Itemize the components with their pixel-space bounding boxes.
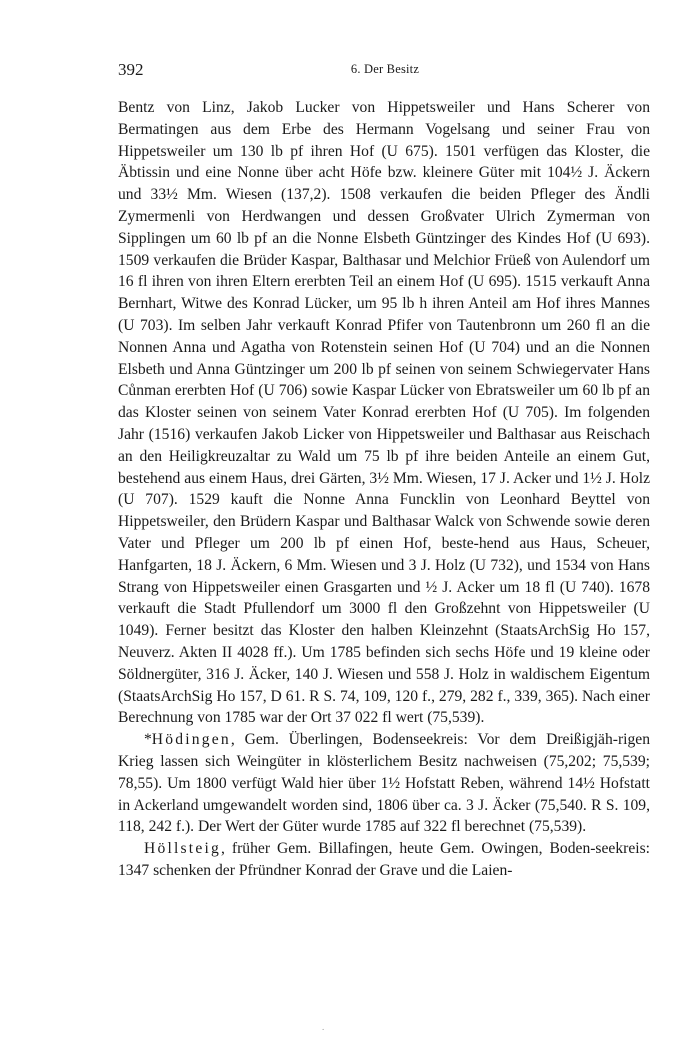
paragraph: Bentz von Linz, Jakob Lucker von Hippetsweiler und Hans Scherer von Bermatingen aus dem Erbe des Hermann Vogelsang und seiner Frau von Hippetsweiler um 130 lb pf ihren Hof (U 675). 1501 verfügen das Kloster, die Äbtissin und eine Nonne über acht Höfe bzw. kleinere Güter mit 104½ J. Äckern und 33½ Mm. Wiesen (137,2). 1508 verkaufen die beiden Pfleger des Ändli Zymermenli von Herdwangen und dessen Großvater Ulrich Zymerman von Sipplingen um 60 lb pf an die Nonne Elsbeth Güntzinger des Kindes Hof (U 693). 1509 verkaufen die Brüder Kaspar, Balthasar und Melchior Früeß von Aulendorf um 16 fl ihren von ihren Eltern ererbten Teil an einem Hof (U 695). 1515 verkauft Anna Bernhart, Witwe des Konrad Lücker, um 95 lb h ihren Anteil am Hof ihres Mannes (U 703). Im selben Jahr verkauft Konrad Pfifer von Tautenbronn um 260 fl an die Nonnen Anna und Agatha von Rotenstein seinen Hof (U 704) und an die Nonnen Elsbeth und Anna Güntzinger um 200 lb pf seinen von seinem Schwiegervater Hans Cůnman ererbten Hof (U 706) sowie Kaspar Lücker von Ebratsweiler um 60 lb pf an das Kloster seinen von seinem Vater Konrad ererbten Hof (U 705). Im folgenden Jahr (1516) verkaufen Jakob Licker von Hippetsweiler und Balthasar aus Reischach an den Heiligkreuzaltar zu Wald um 75 lb pf ihre beiden Anteile an einem Gut, bestehend aus einem Haus, drei Gärten, 3½ Mm. Wiesen, 17 J. Acker und 1½ J. Holz (U 707). 1529 kauft die Nonne Anna Funcklin von Leonhard Beyttel von Hippetsweiler, den Brüdern Kaspar und Balthasar Walck von Schwende sowie deren Vater und Pfleger um 200 lb pf einen Hof, beste-hend aus Haus, Scheuer, Hanfgarten, 18 J. Äckern, 6 Mm. Wiesen und 3 J. Holz (U 732), und 1534 von Hans Strang von Hippetsweiler einen Grasgarten und ½ J. Acker um 18 fl (U 740). 1678 verkauft die Stadt Pfullendorf um 3000 fl den Großzehnt von Hippetsweiler (U 1049). Ferner besitzt das Kloster den halben Kleinzehnt (StaatsArchSig Ho 157, Neuverz. Akten II 4028 ff.). Um 1785 befinden sich sechs Höfe und 19 kleine oder Söldnergüter, 316 J. Äcker, 140 J. Wiesen und 558 J. Holz in waldischem Eigentum (StaatsArchSig Ho 157, D 61. R S. 74, 109, 120 f., 279, 282 f., 339, 365). Nach einer Berechnung von 1785 war der Ort 37 022 fl wert (75,539). (118, 99, 650, 727)
paragraph-hoedingen: *Hödingen, Gem. Überlingen, Bodenseekreis: Vor dem Dreißigjäh-rigen Krieg lassen sich Weingüter in klösterlichem Besitz nachweisen (75,202; 75,539; 78,55). Um 1800 verfügt Wald hier über 1½ Hofstatt Reben, während 14½ Hofstatt in Ackerland umgewandelt worden sind, 1806 über ca. 3 J. Äcker (75,540. R S. 109, 118, 242 f.). Der Wert der Güter wurde 1785 auf 322 fl berechnet (75,539). (118, 731, 650, 836)
page-number: 392 (118, 60, 144, 79)
body-text (118, 97, 650, 882)
place-name: Hödingen (151, 731, 231, 749)
footer-mark: . (322, 1022, 325, 1032)
paragraph-hoellsteig (118, 838, 650, 882)
place-name: Höllsteig (144, 840, 221, 858)
paragraph-text: , Gem. Überlingen, Bodenseekreis: Vor dem Dreißigjäh-rigen Krieg lassen sich Weingüter in klösterlichem Besitz nachweisen (75,202; 75,539; 78,55). Um 1800 verfügt Wald hier über 1½ Hofstatt Reben, während 14½ Hofstatt in Ackerland umgewandelt worden sind, 1806 über ca. 3 J. Äcker (75,540. R S. 109, 118, 242 f.). Der Wert der Güter wurde 1785 auf 322 fl berechnet (75,539). (118, 731, 650, 836)
paragraph-text: , früher Gem. Billafingen, heute Gem. Owingen, Boden-seekreis: 1347 schenken der Pfründner Konrad der Grave und die Laien- (118, 840, 650, 879)
running-head: 6. Der Besitz (350, 62, 420, 76)
